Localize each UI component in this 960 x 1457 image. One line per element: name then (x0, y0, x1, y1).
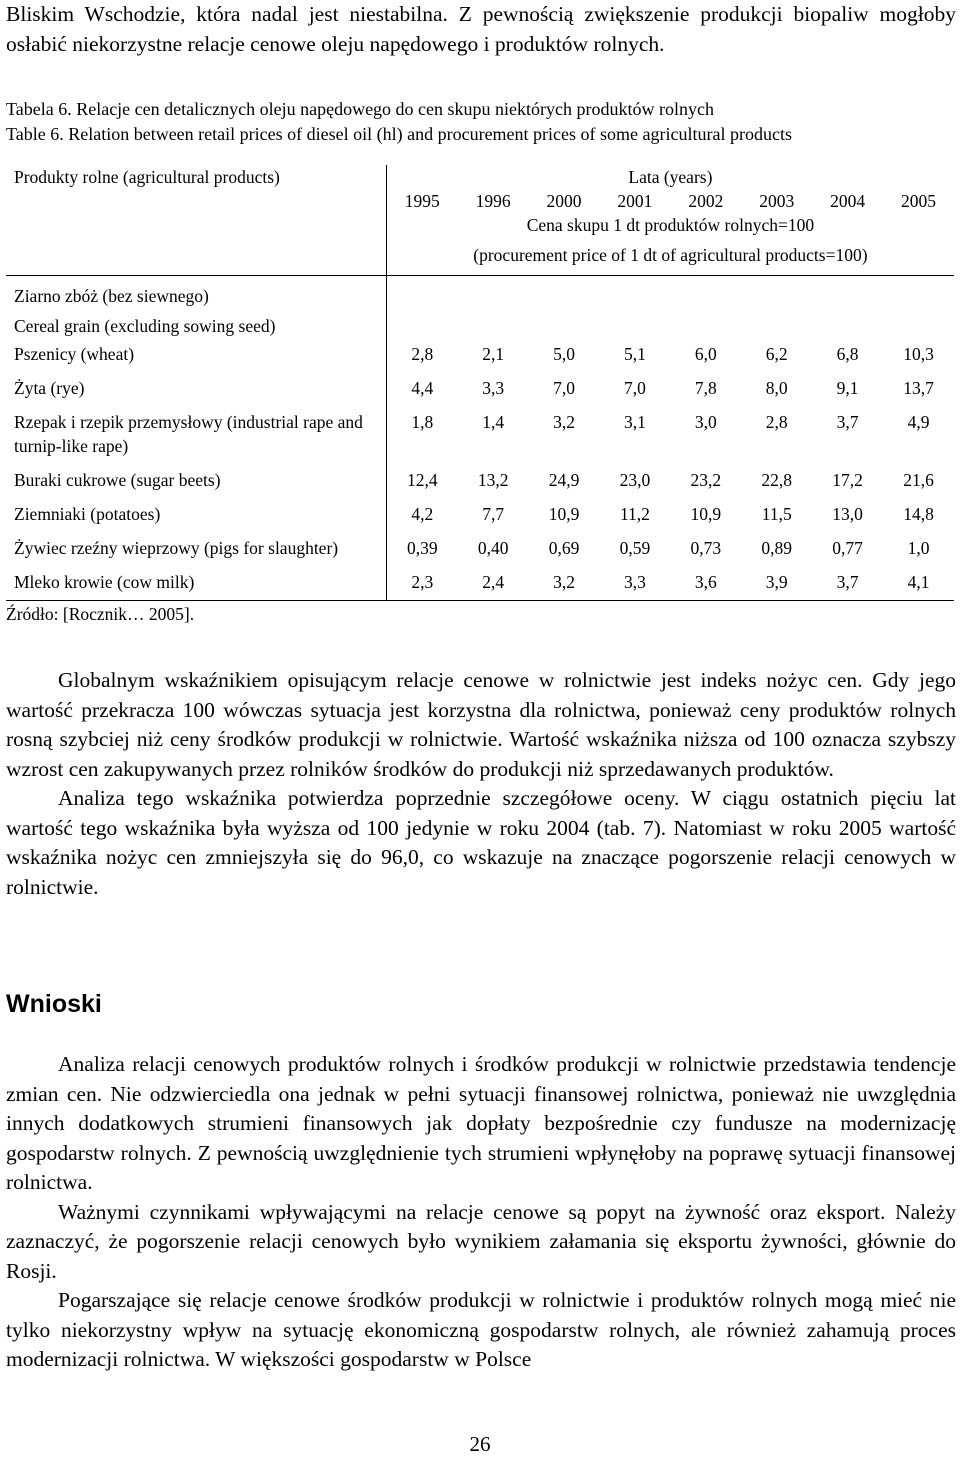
cell-value: 13,2 (477, 470, 509, 490)
year-header-2002: 2002 (688, 191, 724, 211)
cell-value: 3,2 (553, 412, 575, 432)
group-label-pl: Ziarno zbóż (bez siewnego) (14, 286, 209, 306)
cell-value: 3,6 (670, 566, 741, 601)
table-row (6, 566, 954, 601)
intro-paragraph: Bliskim Wschodzie, która nadal jest niestabilna. Z pewnością zwiększenie produkcji biopaliw mogłoby osłabić niekorzystne relacje cenowe oleju napędowego i produktów rolnych. (6, 2, 956, 56)
table-section (6, 97, 956, 625)
cell-value: 1,8 (411, 412, 434, 432)
body-paragraph-1: Globalnym wskaźnikiem opisującym relacje cenowe w rolnictwie jest indeks nożyc cen. Gdy jego wartość przekracza 100 wówczas sytuacja jest korzystna dla rolnictwa, ponieważ ceny produktów rolnych rosną szybciej niż ceny środków produkcji w rolnictwie. Wartość wskaźnika niższa od 100 oznacza szybszy wzrost cen zakupywanych przez rolników środków do produkcji niż sprzedawanych produktów. (6, 668, 956, 781)
cell-value: 3,0 (694, 412, 717, 432)
unit-note-pl: Cena skupu 1 dt produktów rolnych=100 (526, 215, 815, 235)
cell-value: 7,7 (482, 504, 505, 524)
conclusions-paragraph-1: Analiza relacji cenowych produktów rolnych i środków produkcji w rolnictwie przedstawia tendencje zmian cen. Nie odzwierciedla ona jednak w pełni sytuacji finansowej rolnictwa, ponieważ nie uwzględnia innych dodatkowych strumieni finansowych jak dopłaty bezpośrednie czy fundusze na modernizację gospodarstw rolnych. Z pewnością uwzględnienie tych strumieni wpłynęłoby na poprawę sytuacji finansowej rolnictwa. (6, 1052, 956, 1194)
cell-value: 23,0 (619, 470, 651, 490)
cell-value: 0,40 (477, 538, 509, 558)
row-label: Ziemniaki (potatoes) (6, 498, 386, 532)
cell-value: 3,1 (623, 412, 646, 432)
year-header-2005: 2005 (901, 191, 937, 211)
cell-value: 3,7 (836, 412, 859, 432)
cell-value: 10,3 (903, 344, 934, 364)
cell-value: 17,2 (832, 470, 863, 490)
cell-value: 0,73 (690, 538, 722, 558)
years-header: Lata (years) (628, 167, 713, 187)
cell-value: 4,4 (411, 378, 434, 398)
body-paragraph-2: Analiza tego wskaźnika potwierdza poprzednie szczegółowe oceny. W ciągu ostatnich pięciu lat wartość tego wskaźnika była wyższa od 100 jedynie w roku 2004 (tab. 7). Natomiast w roku 2005 wartość wskaźnika nożyc cen zmniejszyła się do 96,0, co wskazuje na znaczące pogorszenie relacji cenowych w rolnictwie. (6, 786, 956, 899)
page-number: 26 (469, 1432, 491, 1456)
cell-value: 3,3 (599, 566, 670, 601)
cell-value: 0,39 (406, 538, 438, 558)
cell-value: 6,8 (836, 344, 859, 364)
cell-value: 21,6 (903, 470, 934, 490)
data-table (6, 165, 954, 601)
year-header-2003: 2003 (759, 191, 795, 211)
table-row (6, 406, 954, 464)
cell-value: 0,69 (548, 538, 580, 558)
cell-value: 5,0 (553, 344, 575, 364)
cell-value: 4,1 (883, 566, 954, 601)
table-row (6, 532, 954, 566)
cell-value: 5,1 (623, 344, 646, 364)
table-row (6, 498, 954, 532)
cell-value: 6,2 (765, 344, 788, 364)
year-header-1996: 1996 (475, 191, 511, 211)
table-caption-en: Table 6. Relation between retail prices of diesel oil (hl) and procurement prices of some agricultural products (6, 124, 792, 144)
cell-value: 11,2 (619, 504, 650, 524)
cell-value: 10,9 (690, 504, 722, 524)
year-header-1995: 1995 (404, 191, 440, 211)
cell-value: 6,0 (694, 344, 717, 364)
conclusions-text (6, 1050, 956, 1375)
cell-value: 14,8 (903, 504, 934, 524)
cell-value: 9,1 (836, 378, 859, 398)
cell-value: 2,8 (765, 412, 788, 432)
unit-note-en: (procurement price of 1 dt of agricultural products=100) (473, 245, 868, 265)
table-row (6, 464, 954, 498)
row-label: Buraki cukrowe (sugar beets) (6, 464, 386, 498)
cell-value: 13,0 (832, 504, 863, 524)
cell-value: 12,4 (406, 470, 438, 490)
row-label: Rzepak i rzepik przemysłowy (industrial rape and turnip-like rape) (6, 406, 386, 464)
cell-value: 1,4 (482, 412, 505, 432)
cell-value: 3,3 (482, 378, 505, 398)
cell-value: 2,4 (458, 566, 529, 601)
cell-value: 4,9 (907, 412, 930, 432)
cell-value: 7,0 (553, 378, 575, 398)
group-label-en: Cereal grain (excluding sowing seed) (14, 316, 276, 336)
cell-value: 2,3 (386, 566, 457, 601)
table-source: Źródło: [Rocznik… 2005]. (6, 604, 195, 624)
cell-value: 2,1 (482, 344, 505, 364)
cell-value: 13,7 (903, 378, 934, 398)
cell-value: 3,7 (812, 566, 883, 601)
cell-value: 8,0 (765, 378, 788, 398)
table-caption-pl: Tabela 6. Relacje cen detalicznych oleju napędowego do cen skupu niektórych produktów rolnych (6, 99, 714, 119)
cell-value: 0,89 (761, 538, 793, 558)
cell-value: 3,2 (529, 566, 600, 601)
conclusions-paragraph-2: Ważnymi czynnikami wpływającymi na relacje cenowe są popyt na żywność oraz eksport. Należy zaznaczyć, że pogorszenie relacji cenowych było wynikiem załamania się eksportu żywności, głównie do Rosji. (6, 1199, 956, 1283)
cell-value: 4,2 (411, 504, 434, 524)
year-header-2000: 2000 (546, 191, 582, 211)
cell-value: 24,9 (548, 470, 580, 490)
cell-value: 0,59 (619, 538, 651, 558)
cell-value: 10,9 (548, 504, 580, 524)
row-label: Pszenicy (wheat) (6, 338, 386, 372)
conclusions-paragraph-3: Pogarszające się relacje cenowe środków produkcji w rolnictwie i produktów rolnych mogą mieć nie tylko niekorzystny wpływ na sytuację ekonomiczną gospodarstw rolnych, ale również zahamują proces modernizacji rolnictwa. W większości gospodarstw w Polsce (6, 1288, 956, 1371)
cell-value: 1,0 (907, 538, 930, 558)
body-text (6, 666, 956, 902)
row-label: Żywiec rzeźny wieprzowy (pigs for slaughter) (6, 532, 386, 566)
cell-value: 11,5 (761, 504, 792, 524)
table-row (6, 338, 954, 372)
table-row (6, 372, 954, 406)
cell-value: 2,8 (411, 344, 434, 364)
column-header-products: Produkty rolne (agricultural products) (6, 165, 386, 276)
cell-value: 7,8 (694, 378, 717, 398)
row-label: Mleko krowie (cow milk) (6, 566, 386, 601)
row-label: Żyta (rye) (6, 372, 386, 406)
year-header-2001: 2001 (617, 191, 653, 211)
cell-value: 23,2 (690, 470, 722, 490)
year-header-2004: 2004 (830, 191, 866, 211)
cell-value: 3,9 (741, 566, 812, 601)
cell-value: 22,8 (761, 470, 793, 490)
section-heading-conclusions: Wnioski (6, 990, 102, 1018)
cell-value: 0,77 (832, 538, 863, 558)
cell-value: 7,0 (623, 378, 646, 398)
